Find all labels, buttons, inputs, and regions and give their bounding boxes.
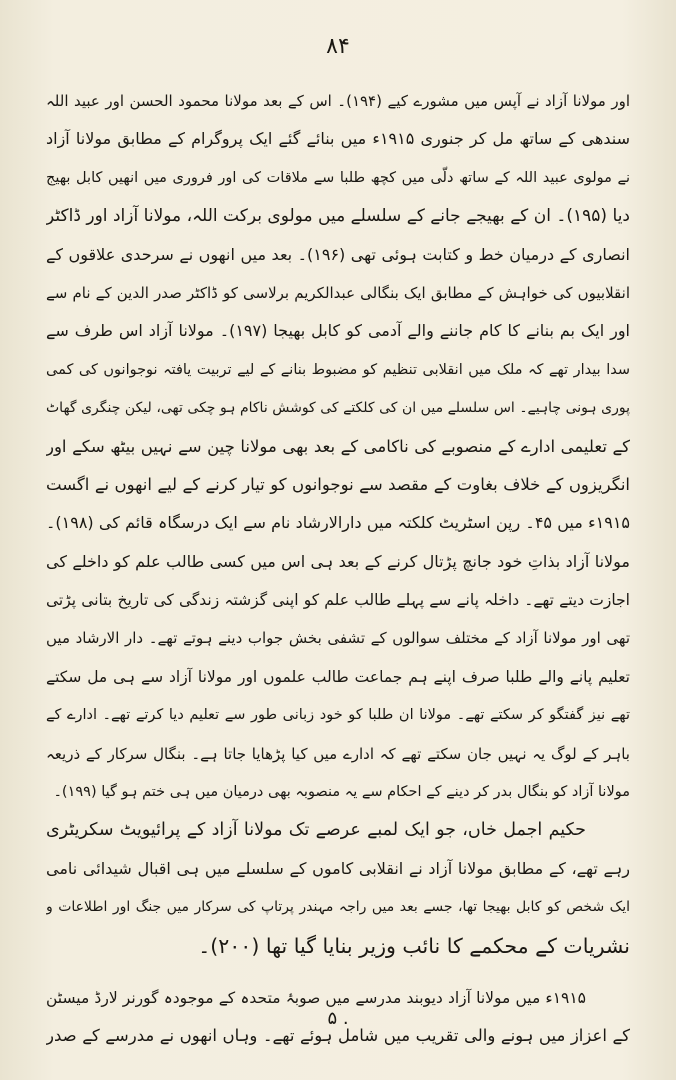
text-line: باہر کے لوگ یہ نہیں جان سکتے تھے کہ ادارے میں کیا پڑھایا جاتا ہے۔ بنگال سرکار کے ذریعہ: [46, 744, 630, 763]
text-line: کے تعلیمی ادارے کے منصوبے کی ناکامی کے بعد بھی مولانا چین سے نہیں بیٹھ سکے اور: [46, 436, 630, 456]
page-number: ۸۴: [326, 34, 350, 59]
text-line: تھے نیز گفتگو کر سکتے تھے۔ مولانا ان طلبا کو خود زبانی طور سے تعلیم دیا کرتے تھے۔ ادارے کے: [46, 707, 630, 724]
footer-mark: ۵ .: [327, 1008, 349, 1029]
text-line: حکیم اجمل خاں، جو ایک لمبے عرصے تک مولانا آزاد کے پرائیویٹ سکریٹری: [46, 820, 586, 841]
text-line: رہے تھے، کے مطابق مولانا آزاد نے انقلابی کاموں کے سلسلے میں ہی اقبال شیدائی نامی: [46, 858, 630, 878]
text-line: سندھی کے ساتھ مل کر جنوری ۱۹۱۵ء میں بنائے گئے ایک پروگرام کے مطابق مولانا آزاد: [46, 129, 630, 149]
text-line: تعلیم پانے والے طلبا صرف اپنے ہم جماعت طالب علموں اور مولانا آزاد سے ہی مل سکتے: [46, 667, 630, 686]
text-line: انقلابیوں کی خواہش کے مطابق ایک بنگالی عبدالکریم برلاسی کو ڈاکٹر صدر الدین کے نام سے: [46, 283, 630, 302]
text-line: کے اعزاز میں ہونے والی تقریب میں شامل ہوئے تھے۔ وہاں انھوں نے مدرسے کے صدر: [46, 1026, 630, 1046]
text-line: تھی اور مولانا آزاد کے مختلف سوالوں کے تشفی بخش جواب دینے ہوتے تھے۔ دار الارشاد میں: [46, 629, 630, 648]
paragraph-gap: [46, 965, 630, 979]
text-line: ۱۹۱۵ء میں ۴۵۔ رپن اسٹریٹ کلکتہ میں دارالارشاد نام سے ایک درسگاہ قائم کی (۱۹۸)۔: [46, 513, 630, 533]
page-body: [46, 82, 630, 1056]
text-line: اور مولانا آزاد نے آپس میں مشورے کیے (۱۹۴)۔ اس کے بعد مولانا محمود الحسن اور عبید اللہ: [46, 92, 630, 110]
text-line: ۱۹۱۵ء میں مولانا آزاد دیوبند مدرسے میں صوبۂ متحدہ کے موجودہ گورنر لارڈ میسٹن: [46, 988, 586, 1007]
text-line: انصاری کے درمیان خط و کتابت ہوئی تھی (۱۹۶)۔ بعد میں انھوں نے سرحدی علاقوں کے: [46, 244, 630, 264]
text-line: اجازت دیتے تھے۔ داخلہ پانے سے پہلے طالب علم کو اپنی گزشتہ زندگی کی تاریخ بتانی پڑتی: [46, 591, 630, 610]
text-line: مولانا آزاد بذاتِ خود جانچ پڑتال کرنے کے بعد ہی اس میں کسی طالب علم کو داخلے کی: [46, 551, 630, 571]
text-line: دیا (۱۹۵)۔ ان کے بھیجے جانے کے سلسلے میں مولوی برکت اللہ، مولانا آزاد اور ڈاکٹر: [46, 206, 630, 227]
text-line: نے مولوی عبید اللہ کے ساتھ دلّی میں کچھ طلبا سے ملاقات کی اور فروری میں انھیں کابل بھیج: [46, 169, 630, 186]
text-line: پوری ہونی چاہیے۔ اس سلسلے میں ان کی کلکتے کی کوشش ناکام ہو چکی تھی، لیکن چنگری گھاٹ: [46, 400, 630, 417]
text-line: نشریات کے محکمے کا نائب وزیر بنایا گیا تھا (۲۰۰)۔: [198, 933, 630, 958]
text-line: انگریزوں کے خلاف بغاوت کے مقصد سے نوجوانوں کو تیار کرنے کے لیے انھوں نے اگست: [46, 474, 630, 494]
text-line: اور ایک بم بنانے کا کام جاننے والے آدمی کو کابل بھیجا (۱۹۷)۔ مولانا آزاد اس طرف سے: [46, 321, 630, 341]
text-line: مولانا آزاد کو بنگال بدر کر دینے کے احکام سے یہ منصوبہ بھی درمیان میں ہی ختم ہو گیا (۱۹۹)۔: [53, 784, 630, 801]
text-line: ایک شخص کو کابل بھیجا تھا، جسے بعد میں راجہ مہندر پرتاپ کی سرکار میں جنگ اور اطلاعات و: [46, 899, 630, 916]
text-line: سدا بیدار تھے کہ ملک میں انقلابی تنظیم کو مضبوط بنانے کے لیے تربیت یافتہ نوجوانوں کی کمی: [46, 361, 630, 378]
